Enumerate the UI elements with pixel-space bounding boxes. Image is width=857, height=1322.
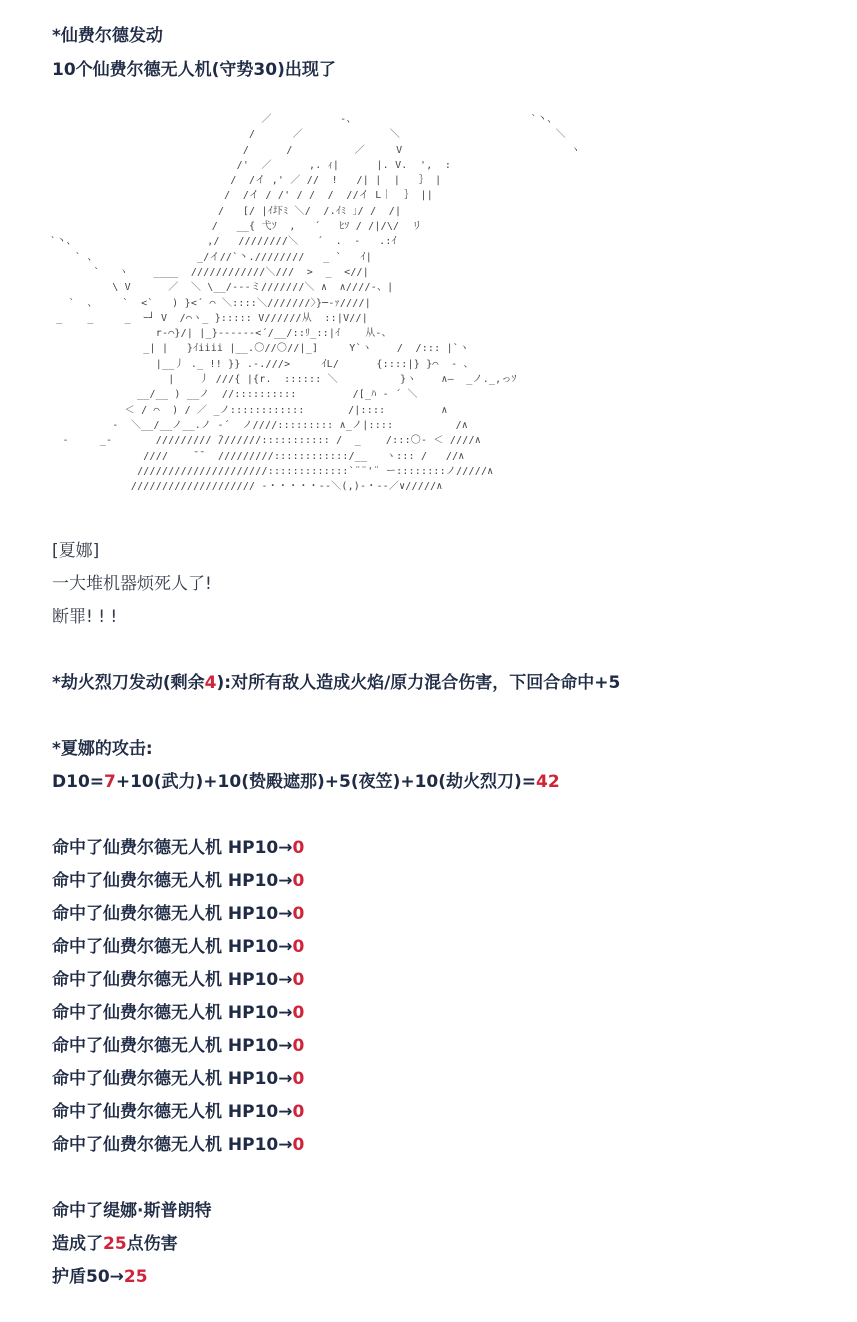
skill-remaining: 4 [204,673,217,693]
speaker-name: [夏娜] [52,541,100,561]
boss-hit-line: 命中了缇娜·斯普朗特 [52,1201,212,1221]
hit-result: 0 [292,871,305,891]
hit-line [52,1133,304,1157]
roll-total: 42 [536,772,560,792]
hit-result: 0 [292,937,305,957]
hit-text: 命中了仙费尔德无人机 HP10→ [52,1135,293,1155]
shield-value: 25 [123,1267,148,1287]
ascii-art-illustration: ／ ‐、 `丶、 / ／ ＼ ＼ / / ／ V ヽ /' ／ ,. ｨ| |. V. ', : / /イ ,' ／ // ! /| | | ｝ | / /イ / /' / / / //イ L｜ ｝ || / [/ |ｲ圷ﾐ ＼/ /.ｲﾐ ｣/ / /| / __{ 弋ｿ , ´ ﾋｿ / /|/\/ リ `丶、 ,/ ////////＼ ´ . - .:ｲ ` 、 _/イ//`丶.//////// _ ` ｲ| ` ヽ ____ ////////////＼/// > _ <//| \ V ／ ＼ \__/---ミ///////＼ ∧ ∧////-、| ` 、 ` <` ) }<´ ⌒ ＼::::＼///////〉}─-ｧ////| _ _ _ ｰ┘ V /⌒ヽ_ }::::: V//////从 ::|V//| r‐⌒}/| |_}------<´/__/::ﾘ_::|ｲ 从‐、 _| | }ｲiiii |__.〇//〇//|_] Y`ヽ / /::: |`ヽ |__丿 ._ !! }} .-.///> ｲL/ {::::|} }⌒ ‐ 、 | 丿 ///{ |{r. :::::: ＼ }ヽ ∧― _ノ._,っｿ __/__ ) __ノ //:::::::::: /[_ﾊ ‐ ´ ＼ ＜ / ⌒ ) / ／ _ノ:::::::::::: /|:::: ∧ ‐ ＼__/__ノ__.ノ ‐´ ノ////::::::::: ∧_ノ|:::: /∧ ‐ _‐ ///////// ̄///////::::::::::: / _ /:::〇‐ ＜ ////∧ //// ¯¯ /////////::::::::::::/__ ヽ::: / //∧ /////////////////////:::::::::::::`¨¨'¨ ー::::::::ノ/////∧ //////////////////// ‐・・・・・‐‐＼(,)‐・‐‐／∨/////∧ [50,114,581,493]
hit-result: 0 [292,1102,305,1122]
hit-line [52,869,304,893]
hit-line [52,1100,304,1124]
hit-line [52,836,304,860]
hit-text: 命中了仙费尔德无人机 HP10→ [52,937,293,957]
roll-prefix: D10= [52,772,105,792]
hit-text: 命中了仙费尔德无人机 HP10→ [52,1003,293,1023]
hit-text: 命中了仙费尔德无人机 HP10→ [52,838,293,858]
damage-suffix: 点伤害 [126,1234,178,1254]
boss-damage-line [52,1232,178,1256]
hit-text: 命中了仙费尔德无人机 HP10→ [52,1069,293,1089]
speaker-line-1: 一大堆机器烦死人了! [52,574,212,594]
boss-shield-line [52,1265,148,1289]
summon-line: 10个仙费尔德无人机(守势30)出现了 [52,60,336,80]
hit-line [52,968,304,992]
skill-prefix: *劫火烈刀发动(剩余 [52,673,205,693]
hit-result: 0 [292,1036,305,1056]
trigger-line: *仙费尔德发动 [52,26,163,46]
hit-text: 命中了仙费尔德无人机 HP10→ [52,1102,293,1122]
skill-line [52,671,620,695]
damage-prefix: 造成了 [52,1234,103,1254]
hit-line [52,902,304,926]
damage-value: 25 [103,1234,127,1254]
hit-line [52,935,304,959]
hit-result: 0 [292,970,305,990]
attack-title: *夏娜的攻击: [52,739,153,759]
skill-suffix: ):对所有敌人造成火焰/原力混合伤害，下回合命中+5 [216,673,621,693]
hit-result: 0 [292,1003,305,1023]
hit-text: 命中了仙费尔德无人机 HP10→ [52,1036,293,1056]
hit-line [52,1034,304,1058]
attack-roll [52,770,560,794]
roll-die: 7 [104,772,116,792]
speaker-line-2: 断罪! ! ! [52,607,118,627]
roll-mid: +10(武力)+10(贽殿遮那)+5(夜笠)+10(劫火烈刀)= [115,772,537,792]
hit-text: 命中了仙费尔德无人机 HP10→ [52,904,293,924]
hit-result: 0 [292,1135,305,1155]
hit-text: 命中了仙费尔德无人机 HP10→ [52,970,293,990]
shield-prefix: 护盾50→ [52,1267,124,1287]
hit-line [52,1001,304,1025]
hit-line [52,1067,304,1091]
hit-result: 0 [292,838,305,858]
hit-result: 0 [292,904,305,924]
hit-text: 命中了仙费尔德无人机 HP10→ [52,871,293,891]
hit-result: 0 [292,1069,305,1089]
